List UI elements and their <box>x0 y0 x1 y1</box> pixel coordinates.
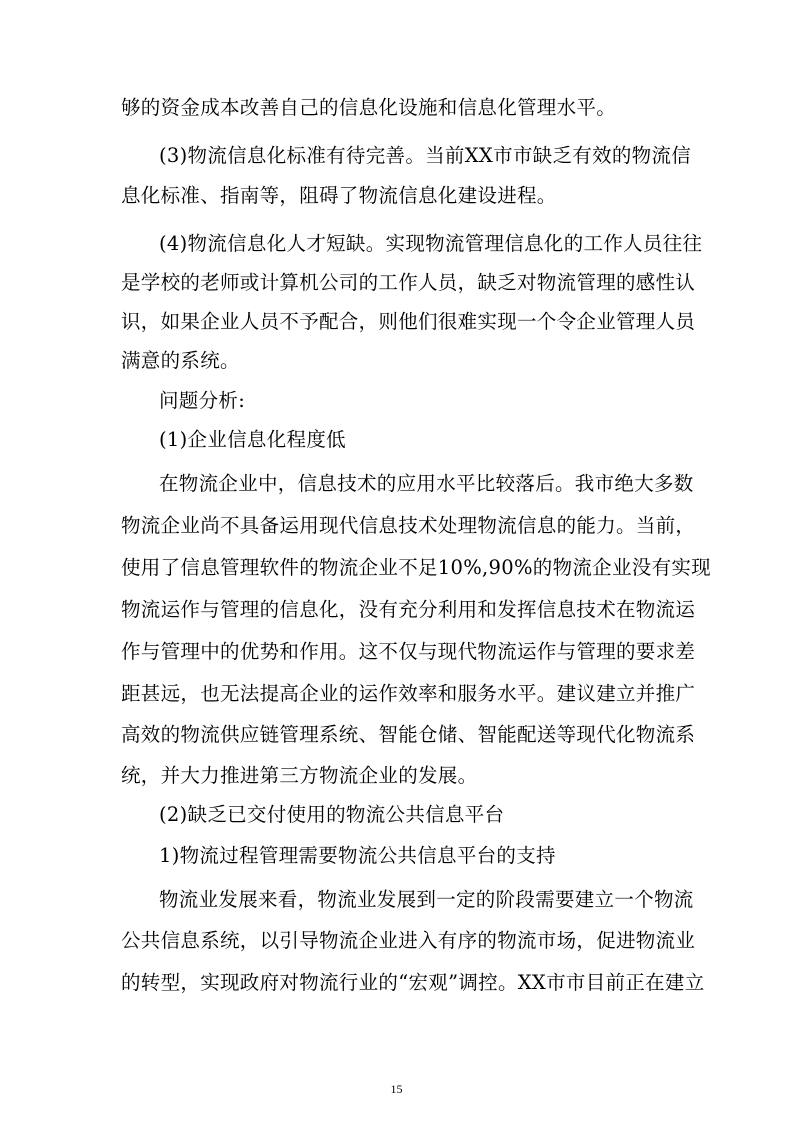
text-line: 物流业发展来看，物流业发展到一定的阶段需要建立一个物流 <box>159 888 694 911</box>
text-line: 高效的物流供应链管理系统、智能仓储、智能配送等现代化物流系 <box>121 723 696 746</box>
text-line: 统，并大力推进第三方物流企业的发展。 <box>121 764 478 787</box>
text-line: 问题分析: <box>159 389 246 412</box>
text-line: 物流运作与管理的信息化，没有充分利用和发挥信息技术在物流运 <box>121 598 696 621</box>
text-line: 作与管理中的优势和作用。这不仅与现代物流运作与管理的要求差 <box>121 640 696 663</box>
text-line: 的转型，实现政府对物流行业的“宏观”调控。XX市市目前正在建立 <box>121 971 705 994</box>
text-line: (3)物流信息化标准有待完善。当前XX市市缺乏有效的物流信 <box>159 144 692 167</box>
text-line: 在物流企业中，信息技术的应用水平比较落后。我市绝大多数 <box>159 472 694 495</box>
text-line: 识，如果企业人员不予配合，则他们很难实现一个令企业管理人员 <box>121 310 696 333</box>
text-line: 使用了信息管理软件的物流企业不足10%,90%的物流企业没有实现 <box>121 556 711 579</box>
text-line: (4)物流信息化人才短缺。实现物流管理信息化的工作人员往往 <box>159 232 703 255</box>
text-line: 公共信息系统，以引导物流企业进入有序的物流市场，促进物流业 <box>121 929 696 952</box>
text-line: 1)物流过程管理需要物流公共信息平台的支持 <box>159 844 556 867</box>
text-line: 是学校的老师或计算机公司的工作人员，缺乏对物流管理的感性认 <box>121 271 696 294</box>
text-line: 够的资金成本改善自己的信息化设施和信息化管理水平。 <box>121 96 617 119</box>
text-line: (2)缺乏已交付使用的物流公共信息平台 <box>159 803 505 826</box>
text-line: (1)企业信息化程度低 <box>159 428 346 451</box>
text-line: 满意的系统。 <box>121 349 240 372</box>
page-number: 15 <box>390 1082 403 1096</box>
text-line: 距甚远，也无法提高企业的运作效率和服务水平。建议建立并推广 <box>121 682 696 705</box>
text-line: 物流企业尚不具备运用现代信息技术处理物流信息的能力。当前， <box>121 514 696 537</box>
text-line: 息化标准、指南等，阻碍了物流信息化建设进程。 <box>121 184 557 207</box>
